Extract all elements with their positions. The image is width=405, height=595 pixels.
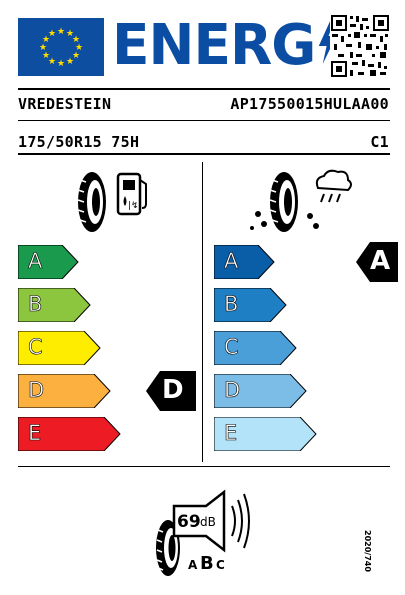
wet-bar-b (214, 288, 288, 322)
tyre-class: C1 (370, 133, 389, 151)
svg-text:★: ★ (71, 35, 81, 45)
qr-code (330, 14, 390, 78)
fuel-rating-letter: D (162, 375, 184, 405)
wet-bar-e-label: E (224, 421, 238, 445)
fuel-bar-e-label: E (28, 421, 42, 445)
fuel-bar-a (18, 245, 80, 279)
fuel-bar-e (18, 417, 122, 451)
wet-rating-marker (356, 242, 398, 282)
column-divider (202, 162, 203, 462)
fuel-bar-b-label: B (28, 292, 43, 316)
wet-bar-a (214, 245, 276, 279)
fuel-efficiency-icon (62, 166, 152, 236)
noise-class-a: A (188, 558, 198, 572)
svg-text:★: ★ (56, 59, 66, 69)
wet-bar-c (214, 331, 298, 365)
svg-text:★: ★ (47, 57, 57, 67)
article-identifier: AP17550015HULAA00 (230, 95, 389, 113)
wet-bar-e (214, 417, 318, 451)
noise-value: 69 (177, 512, 201, 532)
wet-grip-icon (244, 166, 354, 236)
fuel-bar-d (18, 374, 112, 408)
tyre-size: 175/50R15 75H (18, 133, 140, 151)
svg-text:★: ★ (65, 29, 75, 39)
svg-text:★: ★ (38, 43, 48, 53)
supplier-brand: VREDESTEIN (18, 95, 112, 113)
wet-bar-c-label: C (224, 335, 239, 359)
wet-bar-d (214, 374, 308, 408)
noise-class-b: B (200, 553, 214, 574)
separator-middle (18, 153, 390, 155)
noise-class-c: C (216, 558, 225, 572)
eu-flag-icon (18, 18, 104, 76)
energy-title: ENERG (112, 14, 341, 78)
svg-text:★: ★ (41, 35, 51, 45)
svg-text:|↯: |↯ (128, 201, 139, 211)
wet-rating-letter: A (370, 246, 391, 276)
noise-unit: dB (200, 515, 216, 529)
wet-bar-d-label: D (224, 378, 241, 402)
svg-text:★: ★ (41, 51, 51, 61)
regulation-number: 2020/740 (363, 530, 372, 572)
fuel-bar-a-label: A (28, 249, 43, 273)
fuel-bar-b (18, 288, 92, 322)
wet-bar-b-label: B (224, 292, 239, 316)
fuel-bar-c-label: C (28, 335, 43, 359)
wet-bar-a-label: A (224, 249, 239, 273)
fuel-bar-d-label: D (28, 378, 45, 402)
fuel-rating-marker (146, 371, 196, 411)
svg-text:★: ★ (65, 57, 75, 67)
svg-text:★: ★ (71, 51, 81, 61)
svg-text:★: ★ (47, 29, 57, 39)
fuel-bar-c (18, 331, 102, 365)
separator-top (18, 88, 390, 90)
svg-text:★: ★ (74, 43, 84, 53)
separator-info (18, 120, 390, 121)
svg-text:★: ★ (56, 27, 66, 37)
separator-bottom (18, 466, 390, 467)
